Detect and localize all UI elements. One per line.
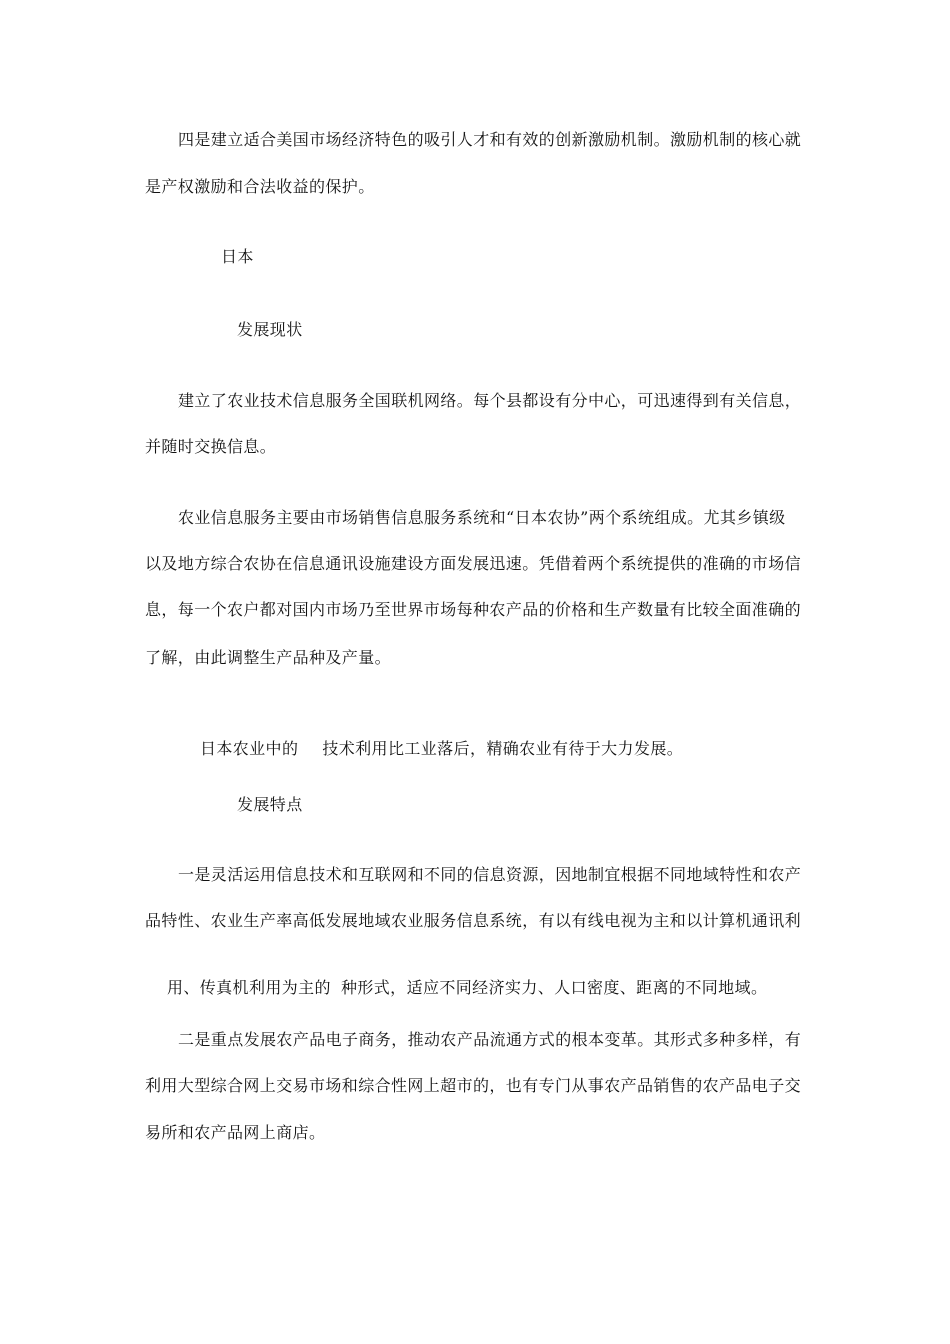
heading-development-features: 发展特点: [237, 795, 303, 814]
paragraph-2-line-1: 建立了农业技术信息服务全国联机网络。每个县都设有分中心，可迅速得到有关信息，: [178, 391, 802, 410]
paragraph-4-part-2: 技术利用比工业落后，精确农业有待于大力发展。: [322, 739, 684, 758]
paragraph-6-line-2: 利用大型综合网上交易市场和综合性网上超市的，也有专门从事农产品销售的农产品电子交: [145, 1076, 802, 1095]
paragraph-2-line-2: 并随时交换信息。: [145, 437, 277, 456]
paragraph-3-line-1: 农业信息服务主要由市场销售信息服务系统和“日本农协”两个系统组成。尤其乡镇级: [178, 508, 786, 527]
paragraph-1-line-1: 四是建立适合美国市场经济特色的吸引人才和有效的创新激励机制。激励机制的核心就: [178, 130, 802, 149]
paragraph-5-line-3: [145, 958, 767, 1018]
paragraph-5-line-3-part-1: 用、传真机利用为主的: [166, 978, 331, 997]
paragraph-6-line-3: 易所和农产品网上商店。: [145, 1123, 326, 1142]
paragraph-5-line-2: 品特性、农业生产率高低发展地域农业服务信息系统，有以有线电视为主和以计算机通讯利: [145, 911, 802, 930]
paragraph-3-line-4: 了解，由此调整生产品种及产量。: [145, 648, 392, 667]
heading-development-status: 发展现状: [237, 320, 303, 339]
paragraph-1-line-2: 是产权激励和合法收益的保护。: [145, 177, 375, 196]
paragraph-5-line-3-part-2: 种形式，适应不同经济实力、人口密度、距离的不同地域。: [340, 978, 768, 997]
paragraph-5-line-1: 一是灵活运用信息技术和互联网和不同的信息资源，因地制宜根据不同地域特性和农产: [178, 865, 802, 884]
paragraph-3-line-2: 以及地方综合农协在信息通讯设施建设方面发展迅速。凭借着两个系统提供的准确的市场信: [145, 554, 802, 573]
paragraph-4-part-1: 日本农业中的: [199, 739, 299, 758]
paragraph-4: [178, 719, 683, 779]
paragraph-3-line-3: 息，每一个农户都对国内市场乃至世界市场每种农产品的价格和生产数量有比较全面准确的: [145, 600, 802, 619]
paragraph-6-line-1: 二是重点发展农产品电子商务，推动农产品流通方式的根本变革。其形式多种多样，有: [178, 1030, 802, 1049]
heading-japan: 日本: [221, 247, 254, 266]
